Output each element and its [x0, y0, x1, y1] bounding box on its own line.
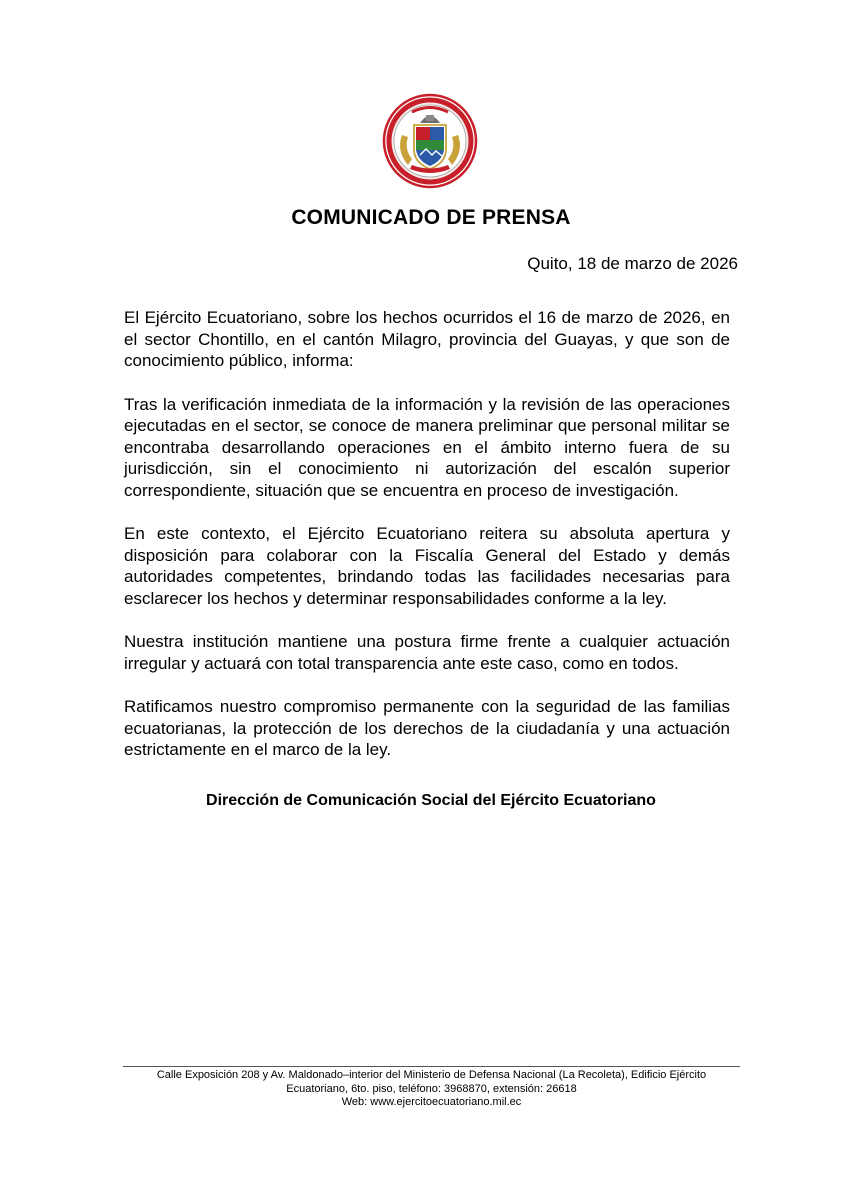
- footer-address-line: Calle Exposición 208 y Av. Maldonado–interior del Ministerio de Defensa Nacional (La Recoleta), Edificio Ejército: [156, 1069, 707, 1081]
- paragraph: Nuestra institución mantiene una postura firme frente a cualquier actuación irregular y actuará con total transparencia ante este caso, como en todos.: [124, 632, 730, 673]
- paragraph: Ratificamos nuestro compromiso permanente con la seguridad de las familias ecuatorianas, la protección de los derechos de la ciudadanía y una actuación estrictamente en el marco de la ley.: [124, 697, 730, 759]
- footer: [123, 1069, 740, 1110]
- footer-divider: [123, 1066, 740, 1067]
- ecuadorian-army-emblem-icon: [382, 93, 478, 189]
- page-title: COMUNICADO DE PRENSA: [291, 206, 571, 229]
- paragraph: El Ejército Ecuatoriano, sobre los hechos ocurridos el 16 de marzo de 2026, en el sector Chontillo, en el cantón Milagro, provincia del Guayas, y que son de conocimiento público, informa:: [124, 308, 730, 370]
- press-release-body: [124, 307, 730, 783]
- signature: Dirección de Comunicación Social del Ejército Ecuatoriano: [206, 792, 656, 809]
- paragraph: En este contexto, el Ejército Ecuatoriano reitera su absoluta apertura y disposición para colaborar con la Fiscalía General del Estado y demás autoridades competentes, brindando todas las facilidades necesarias para esclarecer los hechos y determinar responsabilidades conforme a la ley.: [124, 524, 730, 608]
- footer-address-line: Ecuatoriano, 6to. piso, teléfono: 3968870, extensión: 26618: [286, 1082, 577, 1095]
- paragraph: Tras la verificación inmediata de la información y la revisión de las operaciones ejecutadas en el sector, se conoce de manera preliminar que personal militar se encontraba desarrollando operaciones en el ámbito interno fuera de su jurisdicción, sin el conocimiento ni autorización del escalón superior correspondiente, situación que se encuentra en proceso de investigación.: [124, 394, 730, 500]
- document-date: Quito, 18 de marzo de 2026: [527, 254, 738, 273]
- footer-web-line: Web: www.ejercitoecuatoriano.mil.ec: [341, 1096, 522, 1108]
